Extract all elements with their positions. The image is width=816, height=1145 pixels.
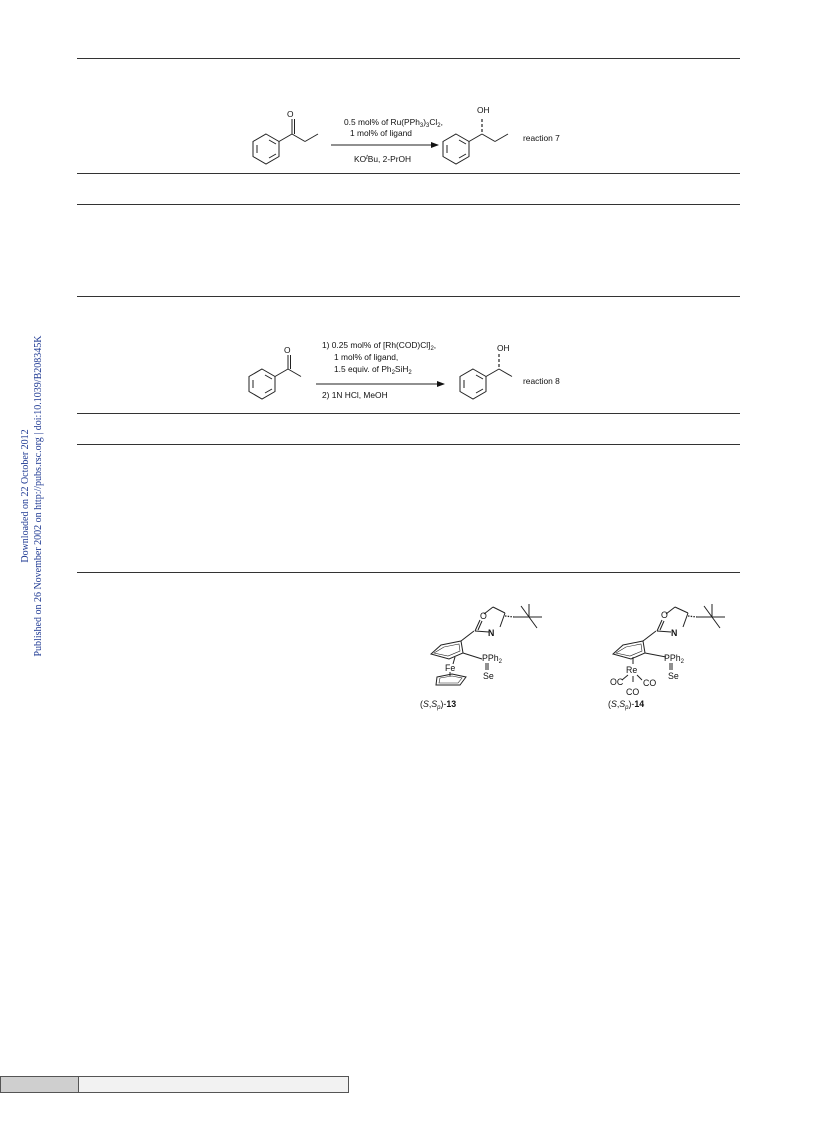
rhenium-atom: Re bbox=[626, 665, 638, 675]
phenylethanol-structure bbox=[460, 354, 512, 399]
reaction-8-workup: 2) 1N HCl, MeOH bbox=[322, 390, 388, 400]
carbonyl-oxygen: O bbox=[284, 345, 291, 355]
carbonyl-ligand: OC bbox=[610, 677, 624, 687]
propiophenone-structure bbox=[253, 119, 318, 164]
reaction-8-label: reaction 8 bbox=[523, 376, 560, 386]
download-date: Downloaded on 22 October 2012 bbox=[20, 429, 31, 563]
oxazoline-oxygen: O bbox=[480, 611, 487, 621]
oxazoline-nitrogen: N bbox=[488, 628, 495, 638]
oxazoline-nitrogen: N bbox=[671, 628, 678, 638]
acetophenone-structure bbox=[249, 355, 301, 399]
hydroxyl-label: OH bbox=[477, 105, 490, 115]
footer-cell bbox=[1, 1077, 79, 1092]
carbonyl-oxygen: O bbox=[287, 109, 294, 119]
phosphine-label: PPh$_2$ bbox=[664, 653, 684, 665]
selenium-atom: Se bbox=[483, 671, 494, 681]
reaction-8-silane: 1.5 equiv. of $Ph_2SiH_2$ bbox=[334, 364, 412, 376]
reaction-8-catalyst: 1) 0.25 mol% of $[Rh(COD)Cl]_2$, bbox=[322, 340, 437, 352]
carbonyl-ligand: CO bbox=[626, 687, 640, 697]
oxazoline-oxygen: O bbox=[661, 610, 668, 620]
selenium-atom: Se bbox=[668, 671, 679, 681]
reaction-7-base: $KO^tBu$, 2-PrOH bbox=[354, 154, 412, 164]
reaction-7-ligand: 1 mol% of ligand bbox=[350, 128, 412, 138]
reaction-7-catalyst: 0.5 mol% of $Ru(PPh_3)_3Cl_2$, bbox=[344, 117, 443, 129]
iron-atom: Fe bbox=[445, 663, 456, 673]
ligand-13-label: $(S,S_p)-13$ bbox=[420, 699, 457, 711]
reaction-7-label: reaction 7 bbox=[523, 133, 560, 143]
publication-info[interactable]: Published on 26 November 2002 on http://pubs.rsc.org | doi:10.1039/B208345K bbox=[33, 335, 44, 657]
phosphine-label: PPh$_2$ bbox=[482, 653, 502, 665]
hydroxyl-label: OH bbox=[497, 343, 510, 353]
reaction-8-ligand: 1 mol% of ligand, bbox=[334, 352, 399, 362]
carbonyl-ligand: CO bbox=[643, 678, 657, 688]
ligand-14-label: $(S,S_p)-14$ bbox=[608, 699, 645, 711]
phenylpropanol-structure bbox=[443, 119, 508, 164]
footer-bar bbox=[0, 1076, 349, 1093]
